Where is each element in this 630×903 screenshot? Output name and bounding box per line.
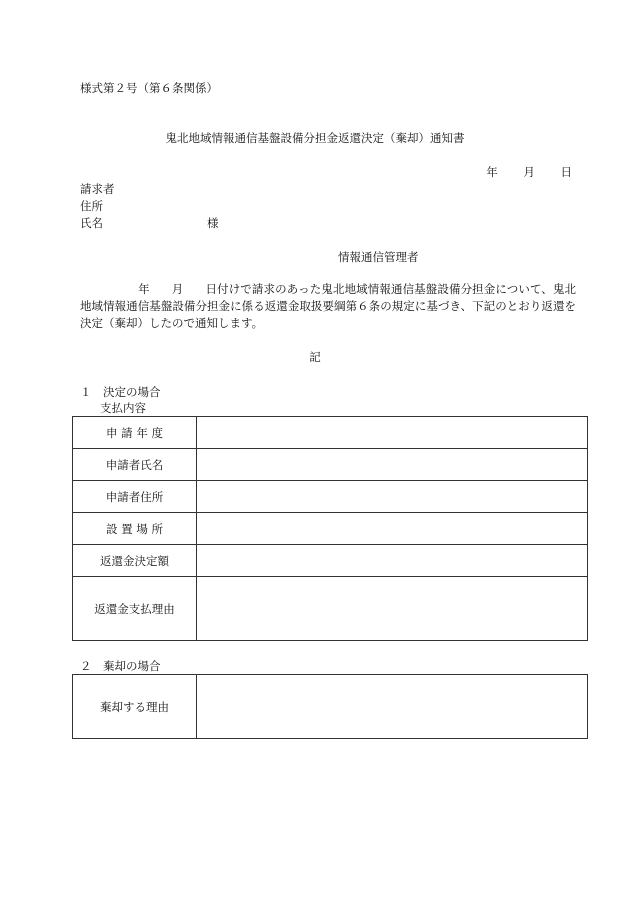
row-value-field[interactable]	[197, 513, 588, 545]
row-label: 設 置 場 所	[73, 513, 197, 545]
section1-heading: １ 決定の場合	[80, 385, 161, 399]
table-row	[73, 545, 588, 577]
row-label: 返還金決定額	[73, 545, 197, 577]
body-text: 日付けで請求のあった鬼北地域情報通信基盤設備分担金について、鬼北地域情報通信基盤設備分担金に係る返還金取扱要綱第６条の規定に基づき、下記のとおり返還を決定（棄却）したので通知します。	[80, 282, 577, 330]
date-month-label: 月	[523, 165, 535, 179]
row-value-field[interactable]	[197, 417, 588, 449]
rejection-table	[72, 674, 588, 739]
section1-subheading: 支払内容	[100, 401, 146, 415]
row-label: 申請者氏名	[73, 449, 197, 481]
date-line	[464, 164, 572, 180]
honorific: 様	[207, 216, 219, 230]
table-row	[73, 513, 588, 545]
name-label: 氏名	[80, 216, 103, 230]
row-label: 申 請 年 度	[73, 417, 197, 449]
document-title: 鬼北地域情報通信基盤設備分担金返還決定（棄却）通知書	[165, 131, 465, 145]
row-value-field[interactable]	[197, 481, 588, 513]
row-value-field[interactable]	[197, 675, 588, 739]
address-label: 住所	[80, 199, 103, 213]
body-paragraph	[80, 281, 576, 332]
sender-title: 情報通信管理者	[338, 250, 419, 264]
row-value-field[interactable]	[197, 545, 588, 577]
ki-heading: 記	[309, 350, 321, 364]
table-row	[73, 417, 588, 449]
table-row	[73, 449, 588, 481]
row-label: 棄却する理由	[73, 675, 197, 739]
requester-label: 請求者	[80, 182, 115, 196]
payment-details-table	[72, 416, 588, 641]
row-value-field[interactable]	[197, 577, 588, 641]
body-year-label: 年	[138, 282, 150, 296]
table-row	[73, 577, 588, 641]
section2-heading: ２ 棄却の場合	[80, 659, 161, 673]
table-row	[73, 675, 588, 739]
row-label: 申請者住所	[73, 481, 197, 513]
row-value-field[interactable]	[197, 449, 588, 481]
table-row	[73, 481, 588, 513]
row-label: 返還金支払理由	[73, 577, 197, 641]
date-year-label: 年	[486, 165, 498, 179]
form-number: 様式第２号（第６条関係）	[80, 81, 218, 95]
body-month-label: 月	[171, 282, 184, 296]
date-day-label: 日	[560, 165, 572, 179]
